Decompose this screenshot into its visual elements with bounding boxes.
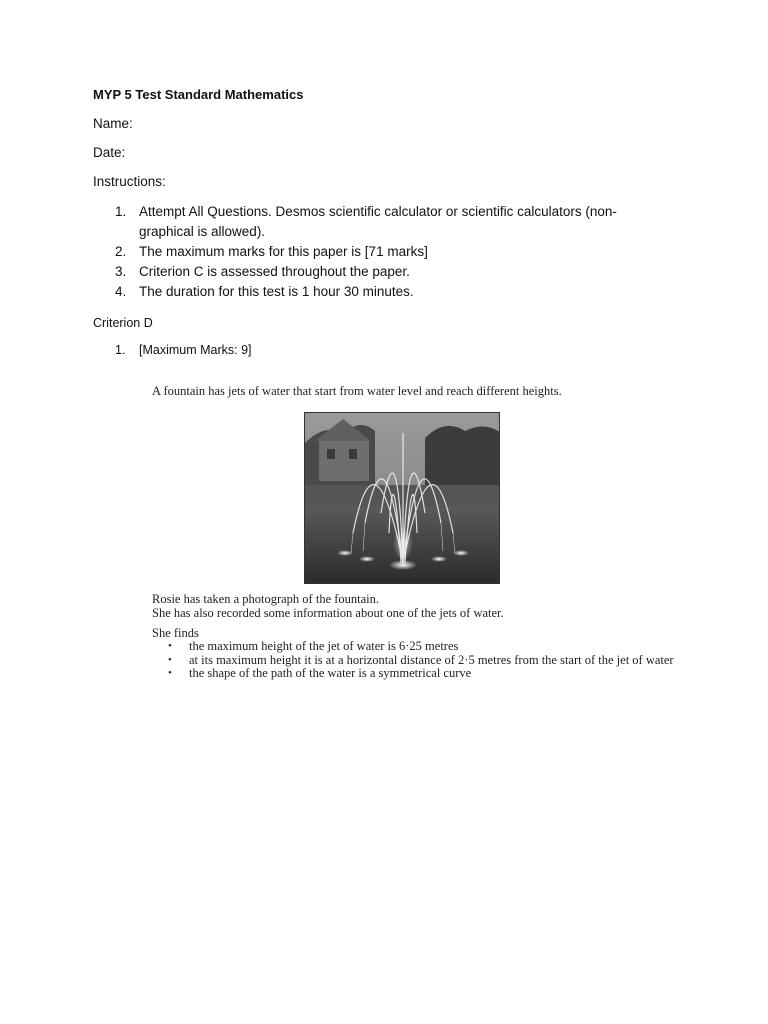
finding-item	[168, 654, 688, 668]
question-marks: [Maximum Marks: 9]	[139, 343, 252, 357]
instruction-item	[115, 262, 655, 282]
instruction-text: Criterion C is assessed throughout the paper.	[139, 264, 410, 279]
page-title: MYP 5 Test Standard Mathematics	[93, 87, 304, 102]
question-1-header	[115, 343, 252, 357]
question-number: 1.	[115, 343, 126, 357]
instruction-number: 4.	[115, 284, 127, 299]
finding-text: the maximum height of the jet of water is 6·25 metres	[189, 639, 459, 653]
instruction-text: The duration for this test is 1 hour 30 minutes.	[139, 284, 414, 299]
instructions-list	[115, 202, 655, 302]
bullet-icon: •	[168, 667, 172, 679]
finding-text: at its maximum height it is at a horizontal distance of 2·5 metres from the start of the jet of water	[189, 652, 674, 667]
findings-list	[168, 640, 688, 681]
finding-text: the shape of the path of the water is a symmetrical curve	[189, 666, 472, 680]
finding-item	[168, 640, 688, 654]
criterion-heading: Criterion D	[93, 316, 153, 330]
rosie-line-1: Rosie has taken a photograph of the fountain.	[152, 592, 380, 606]
fountain-photo	[304, 412, 500, 584]
instruction-number: 3.	[115, 264, 127, 279]
instruction-number: 2.	[115, 244, 127, 259]
instruction-text: Attempt All Questions. Desmos scientific calculator or scientific calculators (non-graphical is allowed).	[139, 204, 617, 239]
instruction-item	[115, 242, 655, 262]
instruction-item	[115, 282, 655, 302]
question-intro: A fountain has jets of water that start from water level and reach different heights.	[152, 384, 562, 398]
instruction-number: 1.	[115, 204, 127, 219]
finding-item	[168, 667, 688, 681]
instructions-label: Instructions:	[93, 174, 166, 189]
name-label: Name:	[93, 116, 133, 131]
instruction-text: The maximum marks for this paper is [71 marks]	[139, 244, 428, 259]
rosie-text	[152, 592, 504, 620]
bullet-icon: •	[168, 640, 172, 652]
finds-label: She finds	[152, 626, 199, 640]
rosie-line-2: She has also recorded some information about one of the jets of water.	[152, 606, 504, 620]
bullet-icon: •	[168, 653, 172, 666]
date-label: Date:	[93, 145, 126, 160]
instruction-item	[115, 202, 655, 242]
